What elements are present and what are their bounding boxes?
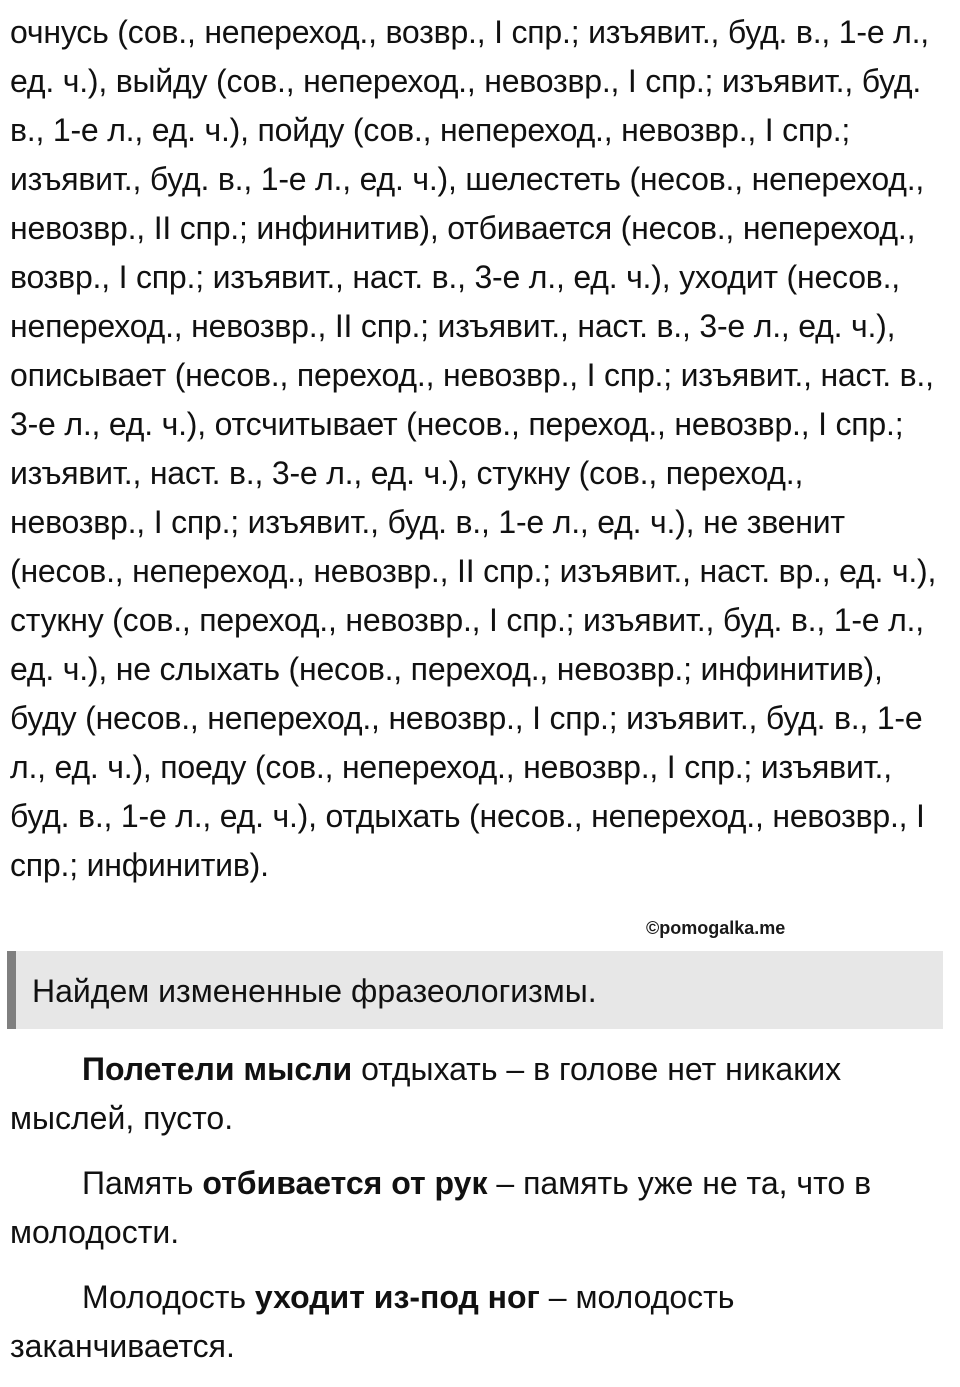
example-paragraph (10, 1273, 945, 1371)
example-explanation: отдыхать – в голове нет никаких мыслей, пусто. (10, 1051, 842, 1136)
example-paragraph (10, 1159, 945, 1257)
example-phrase: Полетели мысли (82, 1051, 353, 1087)
morphology-paragraph: очнусь (сов., непереход., возвр., I спр.; изъявит., буд. в., 1-е л., ед. ч.), выйду (сов., непереход., невозвр., I спр.; изъявит., буд. в., 1-е л., ед. ч.), пойду (сов., непереход., невозвр., I спр.; изъявит., буд. в., 1-е л., ед. ч.), шелестеть (несов., непереход., невозвр., II спр.; инфинитив), отбивается (несов., непереход., возвр., I спр.; изъявит., наст. в., 3-е л., ед. ч.), уходит (несов., непереход., невозвр., II спр.; изъявит., наст. в., 3-е л., ед. ч.), описывает (несов., переход., невозвр., I спр.; изъявит., наст. в., 3-е л., ед. ч.), отсчитывает (несов., переход., невозвр., I спр.; изъявит., наст. в., 3-е л., ед. ч.), стукну (сов., переход., невозвр., I спр.; изъявит., буд. в., 1-е л., ед. ч.), не звенит (несов., непереход., невозвр., II спр.; изъявит., наст. вр., ед. ч.), стукну (сов., переход., невозвр., I спр.; изъявит., буд. в., 1-е л., ед. ч.), не слыхать (несов., переход., невозвр.; инфинитив), буду (несов., непереход., невозвр., I спр.; изъявит., буд. в., 1-е л., ед. ч.), поеду (сов., непереход., невозвр., I спр.; изъявит., буд. в., 1-е л., ед. ч.), отдыхать (несов., непереход., невозвр., I спр.; инфинитив). (10, 14, 937, 883)
examples-list (10, 1045, 945, 1387)
example-phrase: отбивается от рук (202, 1165, 488, 1201)
example-explanation: – память уже не та, что в молодости. (10, 1165, 872, 1250)
document-body (10, 8, 945, 890)
example-paragraph (10, 1045, 945, 1143)
example-lead: Память (82, 1165, 203, 1201)
example-explanation: – молодость заканчивается. (10, 1279, 735, 1364)
section-heading-box (7, 951, 943, 1029)
example-lead: Молодость (82, 1279, 255, 1315)
watermark: ©pomogalka.me (646, 918, 786, 938)
section-heading: Найдем измененные фразеологизмы. (32, 973, 597, 1009)
example-phrase: уходит из-под ног (254, 1279, 540, 1315)
